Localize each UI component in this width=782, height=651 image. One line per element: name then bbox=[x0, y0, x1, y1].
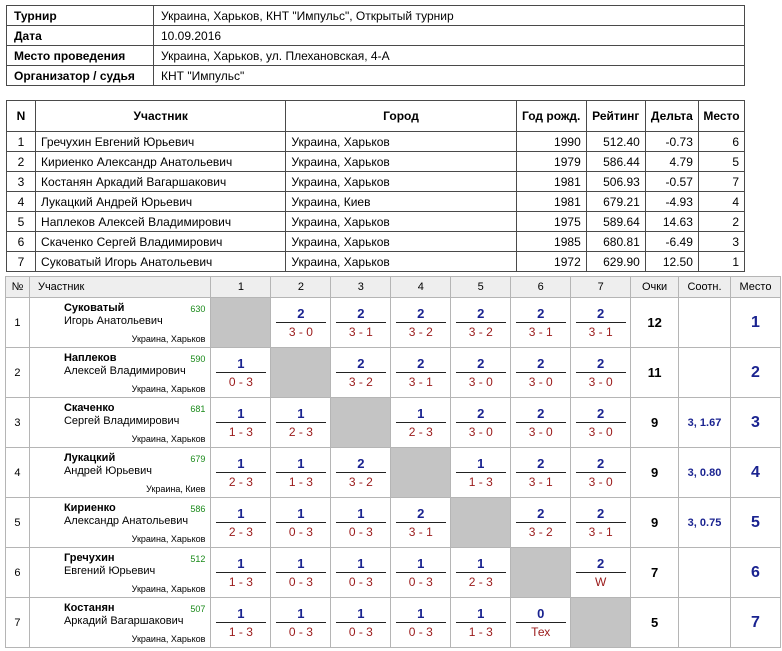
game-result-cell bbox=[571, 498, 631, 548]
player-given-names: Андрей Юрьевич bbox=[63, 465, 153, 477]
game-points: 2 bbox=[456, 356, 506, 373]
participant-delta: -0.73 bbox=[645, 132, 698, 152]
game-score: 0 - 3 bbox=[408, 574, 433, 589]
col-header-year: Год рожд. bbox=[516, 101, 586, 132]
participant-delta: -6.49 bbox=[645, 232, 698, 252]
player-city: Украина, Киев bbox=[146, 484, 206, 494]
participant-name: Скаченко Сергей Владимирович bbox=[36, 232, 286, 252]
diagonal-cell bbox=[331, 398, 391, 448]
col-header-delta: Дельта bbox=[645, 101, 698, 132]
tiebreak-value: 3, 0.75 bbox=[679, 498, 731, 548]
participant-birth-year: 1972 bbox=[516, 252, 586, 272]
participants-header-row bbox=[7, 101, 745, 132]
col-header-tiebreak: Соотн. bbox=[679, 277, 731, 298]
participant-row bbox=[7, 252, 745, 272]
diagonal-cell bbox=[571, 598, 631, 648]
info-label: Организатор / судья bbox=[7, 66, 154, 86]
participant-rating: 680.81 bbox=[586, 232, 645, 252]
participant-delta: 4.79 bbox=[645, 152, 698, 172]
crosstable-body bbox=[6, 298, 781, 648]
participant-place: 6 bbox=[698, 132, 744, 152]
player-city: Украина, Харьков bbox=[131, 434, 206, 444]
tiebreak-value bbox=[679, 598, 731, 648]
participant-city: Украина, Харьков bbox=[286, 152, 516, 172]
game-result-cell bbox=[511, 598, 571, 648]
player-surname: Наплеков bbox=[63, 352, 117, 364]
game-points: 2 bbox=[576, 456, 626, 473]
col-header-place: Место bbox=[730, 277, 780, 298]
game-points: 1 bbox=[336, 556, 386, 573]
info-label: Дата bbox=[7, 26, 154, 46]
participant-delta: -0.57 bbox=[645, 172, 698, 192]
participant-place: 1 bbox=[698, 252, 744, 272]
player-given-names: Александр Анатольевич bbox=[63, 515, 189, 527]
game-points: 2 bbox=[516, 506, 566, 523]
game-points: 1 bbox=[456, 456, 506, 473]
game-points: 1 bbox=[216, 356, 266, 373]
game-result-cell bbox=[511, 498, 571, 548]
participant-delta: 12.50 bbox=[645, 252, 698, 272]
final-place: 5 bbox=[730, 498, 780, 548]
game-score: 3 - 2 bbox=[348, 474, 373, 489]
participant-number: 2 bbox=[7, 152, 36, 172]
game-result-cell bbox=[391, 348, 451, 398]
game-points: 2 bbox=[576, 306, 626, 323]
game-score: 3 - 0 bbox=[528, 424, 553, 439]
game-points: 2 bbox=[396, 506, 446, 523]
participant-row bbox=[7, 152, 745, 172]
game-points: 2 bbox=[396, 306, 446, 323]
game-points: 2 bbox=[336, 306, 386, 323]
info-value: Украина, Харьков, КНТ "Импульс", Открытый турнир bbox=[154, 6, 745, 26]
game-result-cell bbox=[571, 298, 631, 348]
col-header-player: Участник bbox=[29, 277, 211, 298]
game-points: 2 bbox=[576, 356, 626, 373]
game-result-cell bbox=[331, 598, 391, 648]
game-points: 2 bbox=[396, 356, 446, 373]
game-score: 2 - 3 bbox=[288, 424, 313, 439]
game-result-cell bbox=[211, 598, 271, 648]
game-score: 1 - 3 bbox=[288, 474, 313, 489]
game-result-cell bbox=[331, 348, 391, 398]
participant-place: 5 bbox=[698, 152, 744, 172]
game-result-cell bbox=[211, 498, 271, 548]
participant-city: Украина, Киев bbox=[286, 192, 516, 212]
game-result-cell bbox=[511, 348, 571, 398]
game-result-cell bbox=[271, 498, 331, 548]
info-value: КНТ "Импульс" bbox=[154, 66, 745, 86]
game-score: 3 - 0 bbox=[588, 474, 613, 489]
participant-rating: 506.93 bbox=[586, 172, 645, 192]
game-result-cell bbox=[271, 298, 331, 348]
col-header-opponent-1: 1 bbox=[211, 277, 271, 298]
participant-row bbox=[7, 132, 745, 152]
game-score: 0 - 3 bbox=[228, 374, 253, 389]
final-place: 6 bbox=[730, 548, 780, 598]
participant-rating: 586.44 bbox=[586, 152, 645, 172]
participant-name: Костанян Аркадий Вагаршакович bbox=[36, 172, 286, 192]
col-header-city: Город bbox=[286, 101, 516, 132]
participants-body bbox=[7, 132, 745, 272]
participant-birth-year: 1990 bbox=[516, 132, 586, 152]
player-given-names: Алексей Владимирович bbox=[63, 365, 186, 377]
game-score: 0 - 3 bbox=[408, 624, 433, 639]
total-points: 9 bbox=[631, 498, 679, 548]
game-points: 2 bbox=[456, 306, 506, 323]
tiebreak-value: 3, 1.67 bbox=[679, 398, 731, 448]
participant-row bbox=[7, 172, 745, 192]
participant-row bbox=[7, 192, 745, 212]
player-surname: Суковатый bbox=[63, 302, 125, 314]
info-label: Место проведения bbox=[7, 46, 154, 66]
total-points: 9 bbox=[631, 398, 679, 448]
row-number: 3 bbox=[6, 398, 30, 448]
game-score: 3 - 1 bbox=[588, 324, 613, 339]
player-cell bbox=[29, 348, 211, 398]
total-points: 9 bbox=[631, 448, 679, 498]
participant-rating: 512.40 bbox=[586, 132, 645, 152]
game-points: 1 bbox=[456, 556, 506, 573]
player-cell bbox=[29, 398, 211, 448]
total-points: 7 bbox=[631, 548, 679, 598]
participant-row bbox=[7, 232, 745, 252]
player-rating: 681 bbox=[190, 404, 206, 414]
game-result-cell bbox=[271, 448, 331, 498]
participant-city: Украина, Харьков bbox=[286, 252, 516, 272]
game-result-cell bbox=[511, 398, 571, 448]
player-rating: 630 bbox=[190, 304, 206, 314]
participant-rating: 679.21 bbox=[586, 192, 645, 212]
game-score: 3 - 1 bbox=[528, 324, 553, 339]
player-surname: Гречухин bbox=[63, 552, 115, 564]
tiebreak-value: 3, 0.80 bbox=[679, 448, 731, 498]
col-header-opponent-4: 4 bbox=[391, 277, 451, 298]
participant-birth-year: 1979 bbox=[516, 152, 586, 172]
participant-city: Украина, Харьков bbox=[286, 132, 516, 152]
participants-table bbox=[6, 100, 745, 272]
game-result-cell bbox=[271, 398, 331, 448]
game-score: 3 - 1 bbox=[528, 474, 553, 489]
row-number: 6 bbox=[6, 548, 30, 598]
player-surname: Скаченко bbox=[63, 402, 115, 414]
participant-place: 2 bbox=[698, 212, 744, 232]
player-cell bbox=[29, 448, 211, 498]
col-header-opponent-6: 6 bbox=[511, 277, 571, 298]
player-surname: Кириенко bbox=[63, 502, 116, 514]
game-score: 3 - 0 bbox=[588, 424, 613, 439]
game-score: 2 - 3 bbox=[408, 424, 433, 439]
participant-rating: 589.64 bbox=[586, 212, 645, 232]
player-rating: 586 bbox=[190, 504, 206, 514]
player-city: Украина, Харьков bbox=[131, 584, 206, 594]
game-score: 3 - 0 bbox=[528, 374, 553, 389]
game-result-cell bbox=[331, 548, 391, 598]
game-result-cell bbox=[391, 398, 451, 448]
col-header-opponent-3: 3 bbox=[331, 277, 391, 298]
participant-city: Украина, Харьков bbox=[286, 212, 516, 232]
game-points: 2 bbox=[516, 456, 566, 473]
info-label: Турнир bbox=[7, 6, 154, 26]
game-score: 3 - 2 bbox=[408, 324, 433, 339]
participant-city: Украина, Харьков bbox=[286, 172, 516, 192]
game-score: 1 - 3 bbox=[468, 624, 493, 639]
final-place: 3 bbox=[730, 398, 780, 448]
game-points: 1 bbox=[336, 606, 386, 623]
total-points: 5 bbox=[631, 598, 679, 648]
participant-name: Суковатый Игорь Анатольевич bbox=[36, 252, 286, 272]
game-score: 1 - 3 bbox=[228, 424, 253, 439]
game-points: 2 bbox=[516, 406, 566, 423]
row-number: 7 bbox=[6, 598, 30, 648]
final-place: 4 bbox=[730, 448, 780, 498]
game-score: 1 - 3 bbox=[228, 624, 253, 639]
game-result-cell bbox=[511, 298, 571, 348]
game-score: 3 - 0 bbox=[468, 374, 493, 389]
participant-place: 3 bbox=[698, 232, 744, 252]
game-points: 2 bbox=[576, 406, 626, 423]
diagonal-cell bbox=[271, 348, 331, 398]
col-header-n: N bbox=[7, 101, 36, 132]
participant-delta: 14.63 bbox=[645, 212, 698, 232]
col-header-name: Участник bbox=[36, 101, 286, 132]
player-cell bbox=[29, 498, 211, 548]
crosstable-row bbox=[6, 498, 781, 548]
game-result-cell bbox=[211, 448, 271, 498]
game-result-cell bbox=[451, 598, 511, 648]
game-score: 0 - 3 bbox=[288, 524, 313, 539]
player-rating: 679 bbox=[190, 454, 206, 464]
final-place: 2 bbox=[730, 348, 780, 398]
row-number: 4 bbox=[6, 448, 30, 498]
col-header-n: № bbox=[6, 277, 30, 298]
participant-number: 5 bbox=[7, 212, 36, 232]
player-given-names: Сергей Владимирович bbox=[63, 415, 180, 427]
participant-number: 1 bbox=[7, 132, 36, 152]
game-result-cell bbox=[571, 398, 631, 448]
game-points: 1 bbox=[216, 556, 266, 573]
participant-row bbox=[7, 212, 745, 232]
crosstable-header-row bbox=[6, 277, 781, 298]
participant-delta: -4.93 bbox=[645, 192, 698, 212]
player-surname: Лукацкий bbox=[63, 452, 116, 464]
crosstable-row bbox=[6, 398, 781, 448]
player-cell bbox=[29, 298, 211, 348]
game-result-cell bbox=[451, 398, 511, 448]
participant-name: Наплеков Алексей Владимирович bbox=[36, 212, 286, 232]
crosstable-row bbox=[6, 348, 781, 398]
diagonal-cell bbox=[211, 298, 271, 348]
crosstable-row bbox=[6, 548, 781, 598]
game-result-cell bbox=[511, 448, 571, 498]
col-header-opponent-2: 2 bbox=[271, 277, 331, 298]
game-score: 2 - 3 bbox=[468, 574, 493, 589]
game-result-cell bbox=[391, 298, 451, 348]
game-result-cell bbox=[331, 298, 391, 348]
total-points: 11 bbox=[631, 348, 679, 398]
game-score: 2 - 3 bbox=[228, 474, 253, 489]
game-score: 3 - 1 bbox=[408, 374, 433, 389]
crosstable bbox=[5, 276, 781, 648]
game-result-cell bbox=[211, 548, 271, 598]
crosstable-row bbox=[6, 598, 781, 648]
game-score: 0 - 3 bbox=[348, 574, 373, 589]
game-result-cell bbox=[271, 598, 331, 648]
game-points: 1 bbox=[396, 556, 446, 573]
col-header-place: Место bbox=[698, 101, 744, 132]
participant-rating: 629.90 bbox=[586, 252, 645, 272]
game-result-cell bbox=[331, 498, 391, 548]
game-points: 1 bbox=[276, 506, 326, 523]
player-cell bbox=[29, 548, 211, 598]
game-points: 1 bbox=[276, 456, 326, 473]
game-result-cell bbox=[211, 348, 271, 398]
participant-number: 4 bbox=[7, 192, 36, 212]
player-rating: 507 bbox=[190, 604, 206, 614]
game-points: 2 bbox=[516, 306, 566, 323]
participant-number: 6 bbox=[7, 232, 36, 252]
player-given-names: Евгений Юрьевич bbox=[63, 565, 156, 577]
game-result-cell bbox=[331, 448, 391, 498]
game-result-cell bbox=[391, 498, 451, 548]
participant-number: 3 bbox=[7, 172, 36, 192]
player-given-names: Аркадий Вагаршакович bbox=[63, 615, 184, 627]
game-result-cell bbox=[211, 398, 271, 448]
col-header-opponent-7: 7 bbox=[571, 277, 631, 298]
game-score: 3 - 1 bbox=[588, 524, 613, 539]
game-score: 1 - 3 bbox=[228, 574, 253, 589]
crosstable-row bbox=[6, 298, 781, 348]
info-row-venue bbox=[7, 46, 745, 66]
game-score: 3 - 0 bbox=[468, 424, 493, 439]
row-number: 5 bbox=[6, 498, 30, 548]
game-result-cell bbox=[451, 348, 511, 398]
game-points: 1 bbox=[456, 606, 506, 623]
game-result-cell bbox=[391, 598, 451, 648]
player-given-names: Игорь Анатольевич bbox=[63, 315, 163, 327]
total-points: 12 bbox=[631, 298, 679, 348]
participant-name: Кириенко Александр Анатольевич bbox=[36, 152, 286, 172]
participant-number: 7 bbox=[7, 252, 36, 272]
game-result-cell bbox=[571, 448, 631, 498]
game-points: 1 bbox=[276, 556, 326, 573]
tiebreak-value bbox=[679, 348, 731, 398]
game-points: 1 bbox=[396, 606, 446, 623]
col-header-opponent-5: 5 bbox=[451, 277, 511, 298]
game-result-cell bbox=[451, 448, 511, 498]
game-score: W bbox=[594, 574, 607, 589]
game-score: 3 - 2 bbox=[468, 324, 493, 339]
participant-birth-year: 1981 bbox=[516, 192, 586, 212]
game-points: 1 bbox=[216, 456, 266, 473]
tiebreak-value bbox=[679, 548, 731, 598]
game-score: 3 - 2 bbox=[348, 374, 373, 389]
participant-city: Украина, Харьков bbox=[286, 232, 516, 252]
game-score: 0 - 3 bbox=[288, 574, 313, 589]
player-city: Украина, Харьков bbox=[131, 384, 206, 394]
game-result-cell bbox=[571, 348, 631, 398]
crosstable-row bbox=[6, 448, 781, 498]
game-points: 1 bbox=[216, 606, 266, 623]
final-place: 1 bbox=[730, 298, 780, 348]
row-number: 2 bbox=[6, 348, 30, 398]
player-cell bbox=[29, 598, 211, 648]
col-header-points: Очки bbox=[631, 277, 679, 298]
game-points: 0 bbox=[516, 606, 566, 623]
game-points: 2 bbox=[336, 356, 386, 373]
info-value: 10.09.2016 bbox=[154, 26, 745, 46]
info-row-tournament bbox=[7, 6, 745, 26]
game-points: 2 bbox=[576, 556, 626, 573]
participant-birth-year: 1981 bbox=[516, 172, 586, 192]
game-points: 1 bbox=[216, 406, 266, 423]
tournament-info-table bbox=[6, 5, 745, 86]
game-result-cell bbox=[271, 548, 331, 598]
game-score: 3 - 0 bbox=[588, 374, 613, 389]
game-score: 0 - 3 bbox=[288, 624, 313, 639]
info-row-organizer bbox=[7, 66, 745, 86]
game-score: 2 - 3 bbox=[228, 524, 253, 539]
game-result-cell bbox=[571, 548, 631, 598]
game-score: 3 - 2 bbox=[528, 524, 553, 539]
player-city: Украина, Харьков bbox=[131, 634, 206, 644]
game-score: 3 - 0 bbox=[288, 324, 313, 339]
info-row-date bbox=[7, 26, 745, 46]
participant-birth-year: 1975 bbox=[516, 212, 586, 232]
game-points: 1 bbox=[276, 406, 326, 423]
player-city: Украина, Харьков bbox=[131, 534, 206, 544]
participant-name: Гречухин Евгений Юрьевич bbox=[36, 132, 286, 152]
game-points: 2 bbox=[276, 306, 326, 323]
game-points: 2 bbox=[456, 406, 506, 423]
game-points: 2 bbox=[516, 356, 566, 373]
col-header-rating: Рейтинг bbox=[586, 101, 645, 132]
player-rating: 590 bbox=[190, 354, 206, 364]
row-number: 1 bbox=[6, 298, 30, 348]
participant-place: 7 bbox=[698, 172, 744, 192]
player-city: Украина, Харьков bbox=[131, 334, 206, 344]
player-rating: 512 bbox=[190, 554, 206, 564]
diagonal-cell bbox=[451, 498, 511, 548]
game-points: 1 bbox=[216, 506, 266, 523]
final-place: 7 bbox=[730, 598, 780, 648]
game-result-cell bbox=[451, 298, 511, 348]
game-points: 1 bbox=[336, 506, 386, 523]
participant-place: 4 bbox=[698, 192, 744, 212]
game-score: 0 - 3 bbox=[348, 524, 373, 539]
game-points: 1 bbox=[276, 606, 326, 623]
tiebreak-value bbox=[679, 298, 731, 348]
game-score: 3 - 1 bbox=[408, 524, 433, 539]
participant-birth-year: 1985 bbox=[516, 232, 586, 252]
game-result-cell bbox=[391, 548, 451, 598]
diagonal-cell bbox=[511, 548, 571, 598]
player-surname: Костанян bbox=[63, 602, 115, 614]
participant-name: Лукацкий Андрей Юрьевич bbox=[36, 192, 286, 212]
game-points: 2 bbox=[576, 506, 626, 523]
game-score: 3 - 1 bbox=[348, 324, 373, 339]
game-score: 1 - 3 bbox=[468, 474, 493, 489]
game-score: Тех bbox=[531, 624, 551, 639]
game-points: 1 bbox=[396, 406, 446, 423]
game-points: 2 bbox=[336, 456, 386, 473]
game-score: 0 - 3 bbox=[348, 624, 373, 639]
info-value: Украина, Харьков, ул. Плехановская, 4-А bbox=[154, 46, 745, 66]
diagonal-cell bbox=[391, 448, 451, 498]
game-result-cell bbox=[451, 548, 511, 598]
